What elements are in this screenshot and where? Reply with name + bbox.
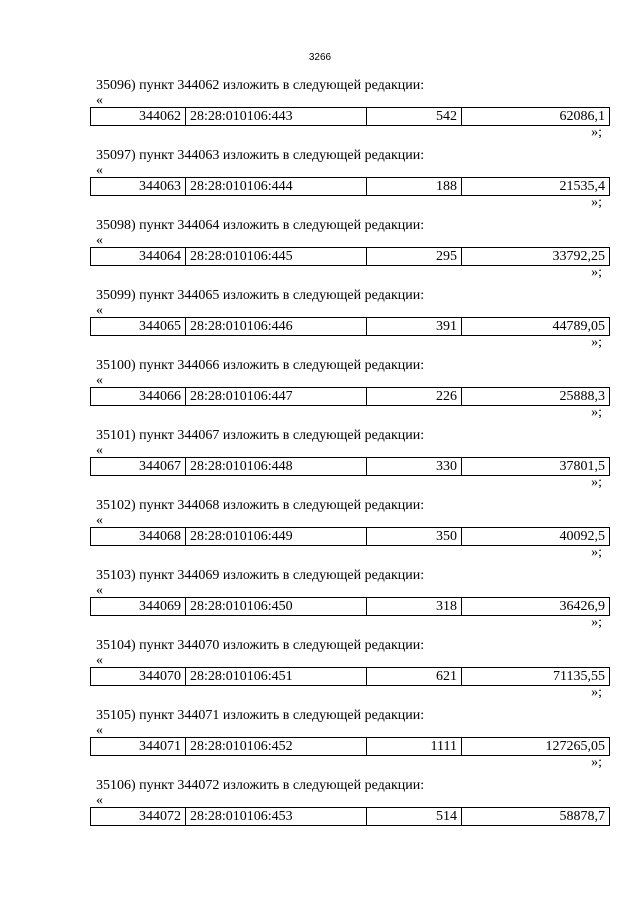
item-number-cell: 344065: [91, 318, 186, 336]
close-quote: »;: [591, 545, 602, 560]
item-number-cell: 344062: [91, 108, 186, 126]
value-cell: 37801,5: [462, 458, 610, 476]
table-row: [90, 807, 610, 826]
amendment-heading: 35098) пункт 344064 изложить в следующей редакции:: [96, 218, 425, 233]
item-number-cell: 344072: [91, 808, 186, 826]
table-row: [90, 107, 610, 126]
amendment-entry: [90, 638, 610, 708]
area-cell: 542: [367, 108, 462, 126]
value-cell: 36426,9: [462, 598, 610, 616]
value-cell: 58878,7: [462, 808, 610, 826]
open-quote: «: [96, 443, 103, 458]
table-row: [90, 667, 610, 686]
cadastral-number-cell: 28:28:010106:447: [186, 388, 367, 406]
amendment-entry: [90, 218, 610, 288]
open-quote: «: [96, 93, 103, 108]
open-quote: «: [96, 793, 103, 808]
open-quote: «: [96, 723, 103, 738]
table-row: [90, 457, 610, 476]
item-number-cell: 344070: [91, 668, 186, 686]
amendment-heading: 35103) пункт 344069 изложить в следующей редакции:: [96, 568, 425, 583]
close-quote: »;: [591, 125, 602, 140]
open-quote: «: [96, 583, 103, 598]
value-cell: 40092,5: [462, 528, 610, 546]
value-cell: 44789,05: [462, 318, 610, 336]
table-row: [90, 317, 610, 336]
item-number-cell: 344068: [91, 528, 186, 546]
amendment-entry: [90, 78, 610, 148]
amendment-heading: 35104) пункт 344070 изложить в следующей редакции:: [96, 638, 425, 653]
value-cell: 21535,4: [462, 178, 610, 196]
open-quote: «: [96, 233, 103, 248]
amendment-entry: [90, 358, 610, 428]
area-cell: 621: [367, 668, 462, 686]
item-number-cell: 344066: [91, 388, 186, 406]
amendment-heading: 35097) пункт 344063 изложить в следующей редакции:: [96, 148, 425, 163]
item-number-cell: 344064: [91, 248, 186, 266]
area-cell: 226: [367, 388, 462, 406]
item-number-cell: 344069: [91, 598, 186, 616]
close-quote: »;: [591, 685, 602, 700]
value-cell: 62086,1: [462, 108, 610, 126]
value-cell: 25888,3: [462, 388, 610, 406]
table-row: [90, 177, 610, 196]
amendment-entry: [90, 498, 610, 568]
cadastral-number-cell: 28:28:010106:452: [186, 738, 367, 756]
amendment-heading: 35101) пункт 344067 изложить в следующей редакции:: [96, 428, 425, 443]
close-quote: »;: [591, 615, 602, 630]
item-number-cell: 344063: [91, 178, 186, 196]
cadastral-number-cell: 28:28:010106:448: [186, 458, 367, 476]
value-cell: 127265,05: [462, 738, 610, 756]
close-quote: »;: [591, 265, 602, 280]
close-quote: »;: [591, 755, 602, 770]
table-row: [90, 737, 610, 756]
cadastral-number-cell: 28:28:010106:451: [186, 668, 367, 686]
close-quote: »;: [591, 195, 602, 210]
value-cell: 71135,55: [462, 668, 610, 686]
area-cell: 330: [367, 458, 462, 476]
cadastral-number-cell: 28:28:010106:443: [186, 108, 367, 126]
amendment-entry: [90, 708, 610, 778]
amendment-heading: 35099) пункт 344065 изложить в следующей редакции:: [96, 288, 425, 303]
area-cell: 391: [367, 318, 462, 336]
area-cell: 514: [367, 808, 462, 826]
amendment-entry: [90, 288, 610, 358]
amendment-heading: 35096) пункт 344062 изложить в следующей редакции:: [96, 78, 425, 93]
amendment-list: [90, 78, 610, 848]
cadastral-number-cell: 28:28:010106:444: [186, 178, 367, 196]
amendment-entry: [90, 568, 610, 638]
amendment-entry: [90, 148, 610, 218]
close-quote: »;: [591, 475, 602, 490]
value-cell: 33792,25: [462, 248, 610, 266]
table-row: [90, 527, 610, 546]
open-quote: «: [96, 163, 103, 178]
item-number-cell: 344071: [91, 738, 186, 756]
amendment-entry: [90, 778, 610, 848]
amendment-entry: [90, 428, 610, 498]
page-number: 3266: [308, 52, 332, 63]
open-quote: «: [96, 513, 103, 528]
close-quote: »;: [591, 335, 602, 350]
amendment-heading: 35106) пункт 344072 изложить в следующей редакции:: [96, 778, 425, 793]
cadastral-number-cell: 28:28:010106:453: [186, 808, 367, 826]
open-quote: «: [96, 653, 103, 668]
area-cell: 295: [367, 248, 462, 266]
cadastral-number-cell: 28:28:010106:450: [186, 598, 367, 616]
cadastral-number-cell: 28:28:010106:449: [186, 528, 367, 546]
area-cell: 188: [367, 178, 462, 196]
amendment-heading: 35100) пункт 344066 изложить в следующей редакции:: [96, 358, 425, 373]
table-row: [90, 597, 610, 616]
cadastral-number-cell: 28:28:010106:445: [186, 248, 367, 266]
amendment-heading: 35102) пункт 344068 изложить в следующей редакции:: [96, 498, 425, 513]
table-row: [90, 247, 610, 266]
cadastral-number-cell: 28:28:010106:446: [186, 318, 367, 336]
area-cell: 1111: [367, 738, 462, 756]
item-number-cell: 344067: [91, 458, 186, 476]
area-cell: 350: [367, 528, 462, 546]
close-quote: »;: [591, 405, 602, 420]
amendment-heading: 35105) пункт 344071 изложить в следующей редакции:: [96, 708, 425, 723]
area-cell: 318: [367, 598, 462, 616]
open-quote: «: [96, 303, 103, 318]
table-row: [90, 387, 610, 406]
open-quote: «: [96, 373, 103, 388]
